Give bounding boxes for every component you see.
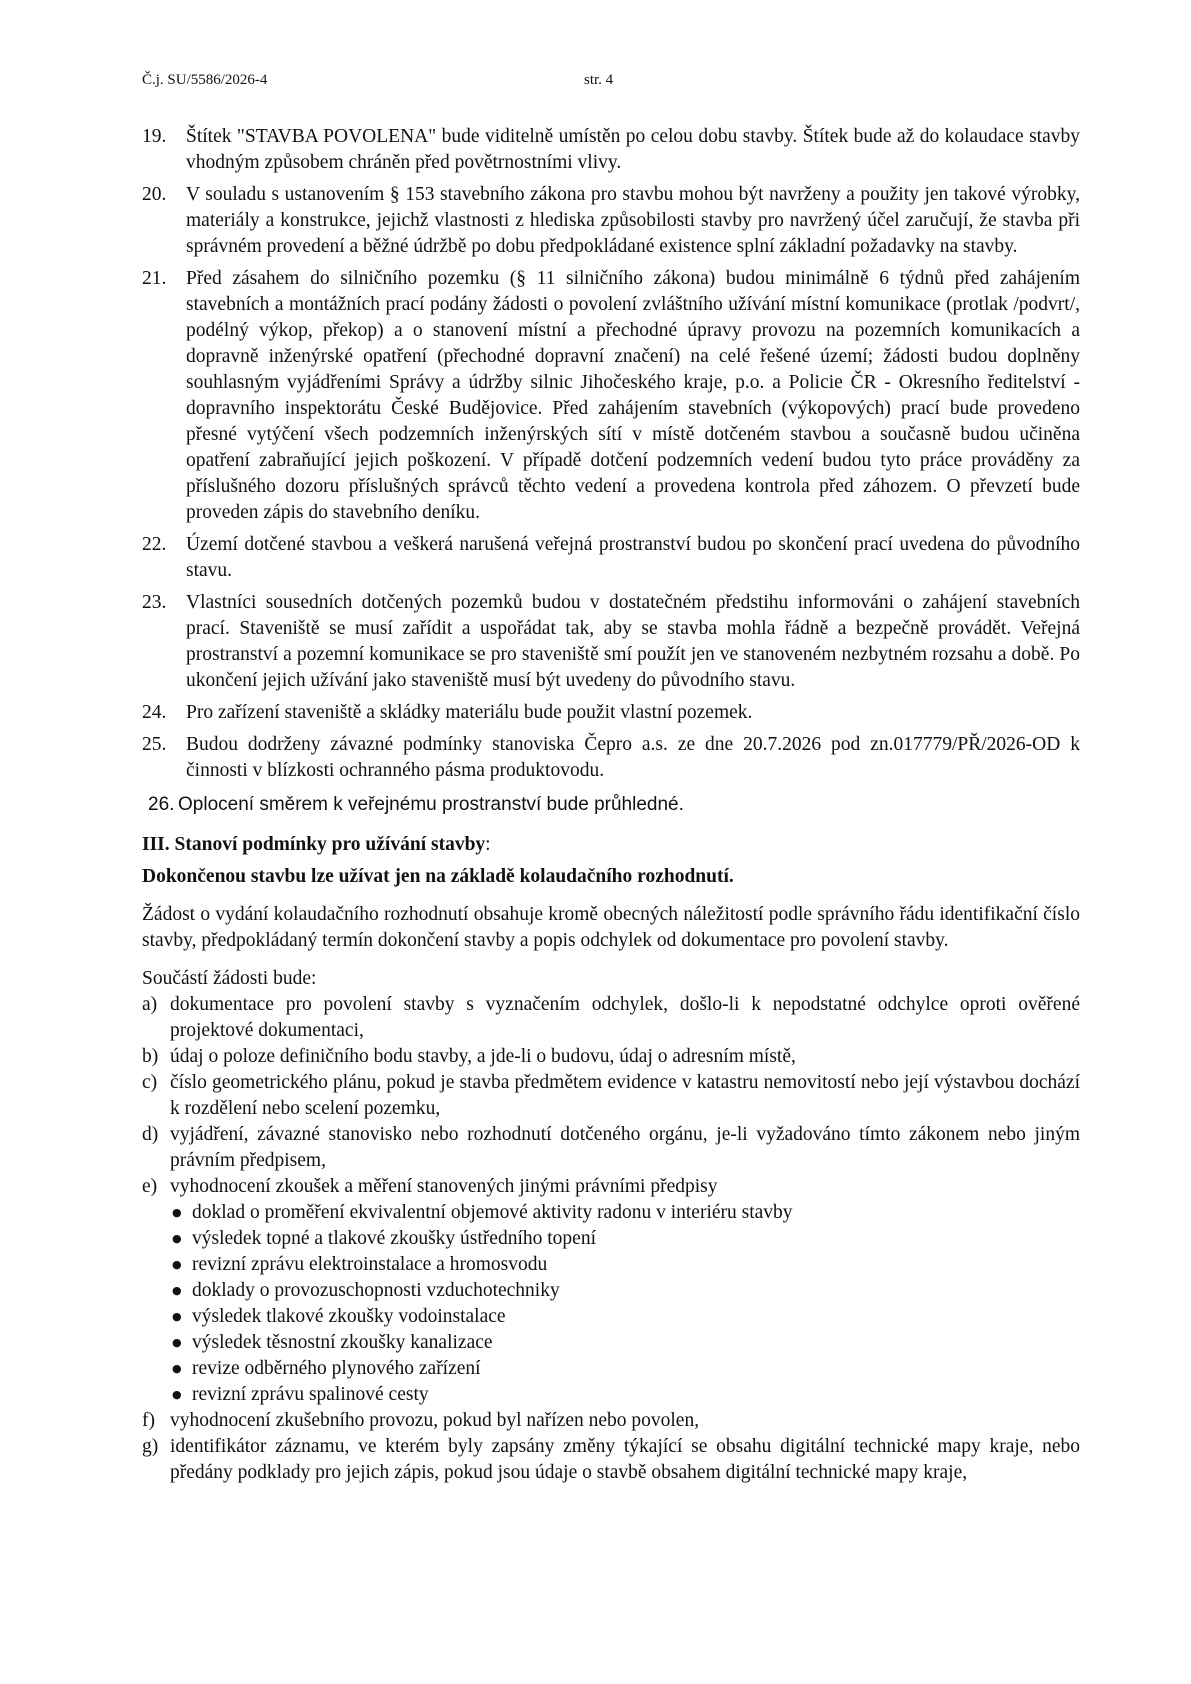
list-item-c xyxy=(142,1070,1080,1122)
condition-25 xyxy=(142,732,1080,784)
condition-text: Vlastníci sousedních dotčených pozemků budou v dostatečném předstihu informováni o zahájení stavebních prací. Staveniště se musí zařídit a uspořádat tak, aby se stavba mohla řádně a bezpečně provádět. Veřejná prostranství a pozemní komunikace se pro staveniště smí použít jen ve stanoveném nezbytném rozsahu a době. Po ukončení jejich užívání jako staveniště musí být uvedeny do původního stavu. xyxy=(186,592,1080,691)
condition-text: Území dotčené stavbou a veškerá narušená veřejná prostranství budou po skončení prací uvedena do původního stavu. xyxy=(186,534,1080,581)
section-heading-colon: : xyxy=(485,834,491,855)
condition-24 xyxy=(142,700,1080,726)
list-label: f) xyxy=(142,1410,155,1431)
condition-19 xyxy=(142,124,1080,176)
bullet-item: ● revizní zprávu spalinové cesty xyxy=(172,1382,1080,1408)
condition-number: 23. xyxy=(142,592,167,613)
list-item-f xyxy=(142,1408,1080,1434)
list-text: údaj o poloze definičního bodu stavby, a jde-li o budovu, údaj o adresním místě, xyxy=(170,1046,796,1067)
list-text: číslo geometrického plánu, pokud je stavba předmětem evidence v katastru nemovitostí nebo její výstavbou dochází k rozdělení nebo scelení pozemku, xyxy=(170,1072,1080,1119)
condition-number: 22. xyxy=(142,534,167,555)
list-text: dokumentace pro povolení stavby s vyznačením odchylek, došlo-li k nepodstatné odchylce oproti ověřené projektové dokumentaci, xyxy=(170,994,1080,1041)
bullet-item: ● revizní zprávu elektroinstalace a hromosvodu xyxy=(172,1252,1080,1278)
reference-number: Č.j. SU/5586/2026-4 xyxy=(142,72,268,88)
condition-number: 21. xyxy=(142,268,167,289)
condition-20 xyxy=(142,182,1080,260)
condition-number: 26. xyxy=(148,794,175,815)
page-number: str. 4 xyxy=(584,72,614,88)
condition-number: 19. xyxy=(142,126,167,147)
bullet-item: ● výsledek tlakové zkoušky vodoinstalace xyxy=(172,1304,1080,1330)
list-label: d) xyxy=(142,1124,159,1145)
condition-23 xyxy=(142,590,1080,694)
condition-text: Před zásahem do silničního pozemku (§ 11 silničního zákona) budou minimálně 6 týdnů před zahájením stavebních a montážních prací podány žádosti o povolení zvláštního užívání místní komunikace (protlak /podvrt/, podélný výkop, překop) a o stanovení místní a přechodné úpravy provozu na pozemních komunikacích a dopravně inženýrské opatření (přechodné dopravní značení) na celé řešené území; žádosti budou doplněny souhlasným vyjádřeními Správy a údržby silnic Jihočeského kraje, p.o. a Policie ČR - Okresního ředitelství - dopravního inspektorátu České Budějovice. Před zahájením stavebních (výkopových) prací bude provedeno přesné vytýčení všech podzemních inženýrských sítí v místě dotčeném stavbou a současně budou učiněna opatření zabraňující jejich poškození. V případě dotčení podzemních vedení budou tyto práce prováděny za příslušného dozoru příslušných správců těchto vedení a provedena kontrola před záhozem. O převzetí bude proveden zápis do stavebního deníku. xyxy=(186,268,1080,523)
bullet-item: ● doklad o proměření ekvivalentní objemové aktivity radonu v interiéru stavby xyxy=(172,1200,1080,1226)
list-text: identifikátor záznamu, ve kterém byly zapsány změny týkající se obsahu digitální technické mapy kraje, nebo předány podklady pro jejich zápis, pokud jsou údaje o stavbě obsahem digitální technické mapy kraje, xyxy=(170,1436,1080,1483)
page-content xyxy=(142,124,1080,1486)
test-reports-list xyxy=(142,1200,1080,1408)
list-item-g xyxy=(142,1434,1080,1486)
condition-22 xyxy=(142,532,1080,584)
condition-text: Štítek "STAVBA POVOLENA" bude viditelně umístěn po celou dobu stavby. Štítek bude až do kolaudace stavby vhodným způsobem chráněn před povětrnostními vlivy. xyxy=(186,126,1080,173)
bullet-item: ● výsledek topné a tlakové zkoušky ústředního topení xyxy=(172,1226,1080,1252)
usage-condition-statement: Dokončenou stavbu lze užívat jen na základě kolaudačního rozhodnutí. xyxy=(142,866,734,887)
list-label: e) xyxy=(142,1176,158,1197)
list-item-b xyxy=(142,1044,1080,1070)
list-text: vyhodnocení zkoušek a měření stanovených jinými právními předpisy xyxy=(170,1176,718,1197)
list-label: a) xyxy=(142,994,158,1015)
section-heading xyxy=(142,832,1080,858)
bullet-item: ● výsledek těsnostní zkoušky kanalizace xyxy=(172,1330,1080,1356)
list-text: vyhodnocení zkušebního provozu, pokud byl nařízen nebo povolen, xyxy=(170,1410,700,1431)
bullet-item: ● doklady o provozuschopnosti vzduchotechniky xyxy=(172,1278,1080,1304)
list-text: vyjádření, závazné stanovisko nebo rozhodnutí dotčeného orgánu, je-li vyžadováno tímto zákonem nebo jiným právním předpisem, xyxy=(170,1124,1080,1171)
condition-text: Pro zařízení staveniště a skládky materiálu bude použit vlastní pozemek. xyxy=(186,702,753,723)
condition-text: Oplocení směrem k veřejnému prostranství bude průhledné. xyxy=(178,794,684,815)
condition-number: 24. xyxy=(142,702,167,723)
list-item-d xyxy=(142,1122,1080,1174)
condition-number: 25. xyxy=(142,734,167,755)
application-parts-intro: Součástí žádosti bude: xyxy=(142,968,317,989)
list-item-e xyxy=(142,1174,1080,1200)
condition-text: Budou dodrženy závazné podmínky stanoviska Čepro a.s. ze dne 20.7.2026 pod zn.017779/PŘ/2026-OD k činnosti v blízkosti ochranného pásma produktovodu. xyxy=(186,734,1080,781)
bullet-item: ● revize odběrného plynového zařízení xyxy=(172,1356,1080,1382)
condition-26 xyxy=(142,792,1080,818)
section-heading-text: III. Stanoví podmínky pro užívání stavby xyxy=(142,834,486,855)
condition-21 xyxy=(142,266,1080,526)
list-label: c) xyxy=(142,1072,158,1093)
list-label: g) xyxy=(142,1436,159,1457)
application-paragraph: Žádost o vydání kolaudačního rozhodnutí obsahuje kromě obecných náležitostí podle správního řádu identifikační číslo stavby, předpokládaný termín dokončení stavby a popis odchylek od dokumentace pro povolení stavby. xyxy=(142,904,1080,951)
list-label: b) xyxy=(142,1046,159,1067)
condition-number: 20. xyxy=(142,184,167,205)
list-item-a xyxy=(142,992,1080,1044)
condition-text: V souladu s ustanovením § 153 stavebního zákona pro stavbu mohou být navrženy a použity jen takové výrobky, materiály a konstrukce, jejichž vlastnosti z hlediska způsobilosti stavby pro navržený účel zaručují, že stavba při správném provedení a běžné údržbě po dobu předpokládané existence splní základní požadavky na stavby. xyxy=(186,184,1080,257)
